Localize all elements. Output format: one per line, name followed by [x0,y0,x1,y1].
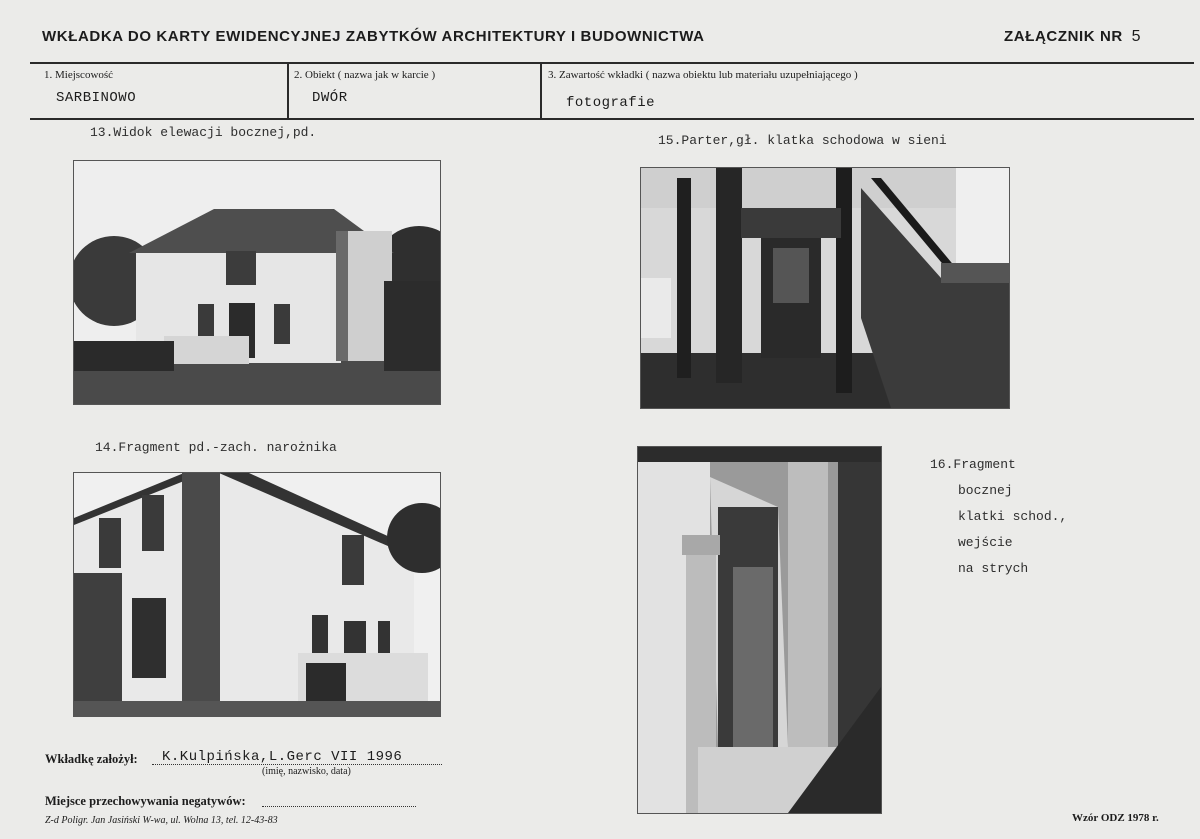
photo-16-caption-line: na strych [958,561,1029,576]
created-by-label: Wkładkę założył: [45,752,138,766]
attachment-label-text: ZAŁĄCZNIK NR [1004,28,1123,45]
location-label: 1. Miejscowość [44,69,114,81]
form-code: Wzór ODZ 1978 r. [1072,812,1159,824]
field-divider-1 [287,63,289,119]
photo-16-caption-line: 16.Fragment [930,457,1016,472]
photo-15-caption: 15.Parter,gł. klatka schodowa w sieni [658,133,947,148]
photo-main-staircase [640,167,1010,409]
object-label: 2. Obiekt ( nazwa jak w karcie ) [294,69,436,81]
printer-info: Z-d Poligr. Jan Jasiński W-wa, ul. Wolna 13, tel. 12-43-83 [45,815,278,826]
contents-label: 3. Zawartość wkładki ( nazwa obiektu lub materiału uzupełniającego ) [548,69,858,81]
form-title: WKŁADKA DO KARTY EWIDENCYJNEJ ZABYTKÓW ARCHITEKTURY I BUDOWNICTWA [42,28,705,45]
photo-16-caption-line: wejście [958,535,1013,550]
photo-14-caption: 14.Fragment pd.-zach. narożnika [95,440,337,455]
photo-16-caption-line: bocznej [958,483,1013,498]
attachment-label [1004,28,1141,46]
photo-side-elevation [73,160,441,405]
photo-attic-entrance [637,446,882,814]
header-rule-bottom [30,118,1194,120]
photo-sw-corner [73,472,441,717]
attachment-number: 5 [1131,28,1142,45]
created-by-value: K.Kulpińska,L.Gerc VII 1996 [162,749,403,765]
photo-13-caption: 13.Widok elewacji bocznej,pd. [90,125,317,140]
negative-storage-label: Miejsce przechowywania negatywów: [45,794,246,808]
created-by-hint: (imię, nazwisko, data) [262,766,351,777]
negative-storage-line [262,806,416,807]
location-value: SARBINOWO [56,90,137,106]
header-rule-top [30,62,1194,64]
object-value: DWÓR [312,90,348,106]
field-divider-2 [540,63,542,119]
photo-16-caption [930,452,1067,582]
contents-value: fotografie [566,95,656,111]
photo-16-caption-line: klatki schod., [958,509,1068,524]
